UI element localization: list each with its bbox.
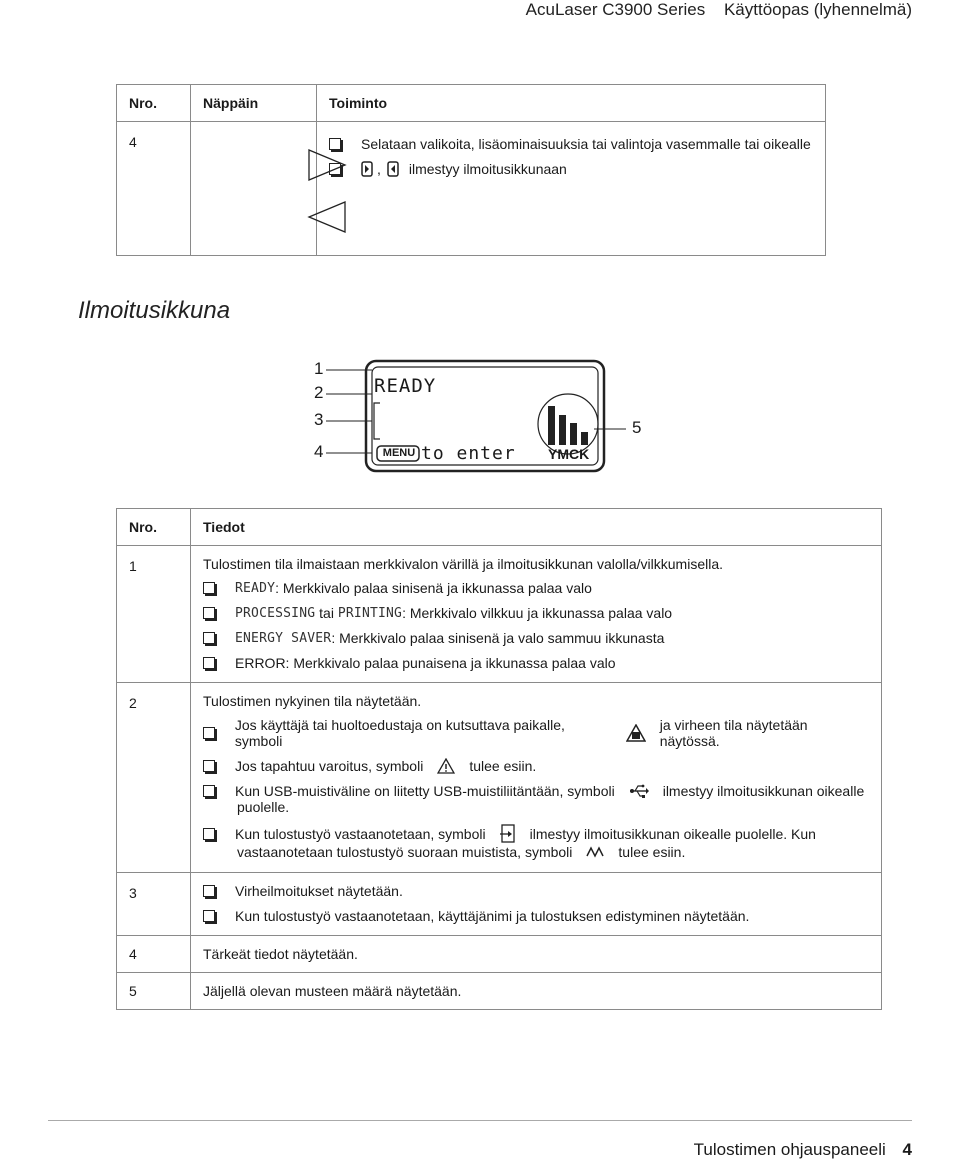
- page-number: 4: [902, 1140, 912, 1159]
- callout-3: 3: [314, 410, 324, 429]
- warning-icon: [437, 758, 455, 774]
- info-cell: Jäljellä olevan musteen määrä näytetään.: [191, 973, 882, 1010]
- row-nro: 2: [117, 683, 191, 873]
- list-item: READY : Merkkivalo palaa sinisenä ja ikkunassa palaa valo: [203, 580, 869, 596]
- list-item: Jos tapahtuu varoitus, symboli tulee esiin.: [203, 758, 869, 774]
- triangle-left-icon: [309, 202, 345, 232]
- print-job-icon: [500, 824, 516, 844]
- callout-1: 1: [314, 359, 324, 378]
- row-nro: 4: [117, 122, 191, 256]
- ink-level-bars: [548, 406, 588, 445]
- ink-bar-k: [581, 432, 588, 445]
- checkbox-icon: [203, 657, 215, 669]
- callout-2: 2: [314, 383, 324, 402]
- ink-bar-m: [559, 415, 566, 445]
- checkbox-icon: [203, 760, 215, 772]
- triangle-right-icon: [309, 150, 345, 180]
- list-item: ERROR: Merkkivalo palaa punaisena ja ikkunassa palaa valo: [203, 655, 869, 671]
- checkbox-icon: [203, 727, 215, 739]
- memory-job-icon: [586, 845, 604, 859]
- list-item: Virheilmoitukset näytetään.: [203, 883, 869, 899]
- info-cell: Tulostimen tila ilmaistaan merkkivalon värillä ja ilmoitusikkunan valolla/vilkkumisella. READY : Merkkivalo palaa sinisenä ja ikkunassa palaa valo PROCESSING tai PRINTING : Merkkivalo vilkkuu ja ikkunassa palaa valo ENERGY SAVER : Merkkivalo palaa sinisenä ja valo sammuu ikkunasta ERROR: Merkkivalo palaa punaisena ja ikkunassa palaa valo: [191, 546, 882, 683]
- usb-icon: [629, 784, 649, 798]
- page-header: [512, 0, 912, 20]
- product-name: AcuLaser C3900 Series: [525, 0, 706, 19]
- row-nro: 1: [117, 546, 191, 683]
- menu-key-label: MENU: [382, 447, 416, 459]
- page-footer: [694, 1140, 912, 1160]
- arrow-keys: [301, 146, 361, 256]
- ink-bar-c: [570, 423, 577, 445]
- ink-label: YMCK: [548, 446, 590, 462]
- list-item: PROCESSING tai PRINTING : Merkkivalo vilkkuu ja ikkunassa palaa valo: [203, 605, 869, 621]
- checkbox-icon: [203, 885, 215, 897]
- list-item: Kun USB-muistiväline on liitetty USB-muistiliitäntään, symboli ilmestyy ilmoitusikkunan oikealle: [203, 783, 869, 799]
- footer-section: Tulostimen ohjauspaneeli: [693, 1140, 886, 1159]
- info-table: [116, 508, 882, 1010]
- callout-5: 5: [632, 418, 642, 437]
- key-cell: [191, 122, 317, 256]
- info-cell: Tulostimen nykyinen tila näytetään. Jos käyttäjä tai huoltoedustaja on kutsuttava paikalle, symboli ja virheen tila näytetään näytössä. Jos tapahtuu varoitus, symboli tulee esiin. Kun USB-muistiväline on liitetty USB-muistiliitäntään, symboli ilmestyy ilmoitusikkunan oikealle puolelle. Kun tulostustyö vastaanotetaan, symboli ilmestyy ilmoitusikkunan oikealle puolelle. Kun vastaanotetaan tulostustyö suoraan muistista, symboli tulee esiin.: [191, 683, 882, 873]
- footer-divider: [48, 1120, 912, 1121]
- info-cell: Tärkeät tiedot näytetään.: [191, 936, 882, 973]
- section-title: Ilmoitusikkuna: [78, 297, 231, 324]
- col-nro: Nro.: [117, 85, 191, 122]
- list-item: Kun tulostustyö vastaanotetaan, symboli ilmestyy ilmoitusikkunan oikealle puolelle. Kun: [203, 824, 869, 844]
- scroll-right-icon: [361, 161, 373, 177]
- checkbox-icon: [203, 910, 215, 922]
- list-item: , ilmestyy ilmoitusikkunaan: [329, 161, 813, 177]
- col-function: Toiminto: [317, 85, 826, 122]
- row-nro: 5: [117, 973, 191, 1010]
- key-table: [116, 84, 826, 256]
- info-cell: [191, 873, 882, 936]
- checkbox-icon: [203, 828, 215, 840]
- checkbox-icon: [203, 582, 215, 594]
- checkbox-icon: [203, 632, 215, 644]
- function-cell: [317, 122, 826, 256]
- checkbox-icon: [203, 785, 215, 797]
- list-item: Selataan valikoita, lisäominaisuuksia tai valintoja vasemmalle tai oikealle: [329, 136, 813, 152]
- call-service-icon: [626, 724, 646, 742]
- lcd-line-4: to enter: [421, 443, 516, 464]
- lcd-line-1: READY: [374, 375, 437, 397]
- col-key: Näppäin: [191, 85, 317, 122]
- scroll-left-icon: [387, 161, 399, 177]
- list-item: Kun tulostustyö vastaanotetaan, käyttäjänimi ja tulostuksen edistyminen näytetään.: [203, 908, 869, 924]
- row-nro: 3: [117, 873, 191, 936]
- list-item: ENERGY SAVER : Merkkivalo palaa sinisenä ja valo sammuu ikkunasta: [203, 630, 869, 646]
- list-item: Jos käyttäjä tai huoltoedustaja on kutsuttava paikalle, symboli ja virheen tila näytetään näytössä.: [203, 717, 869, 749]
- callout-4: 4: [314, 442, 324, 461]
- col-nro: Nro.: [117, 509, 191, 546]
- ink-bar-y: [548, 406, 555, 445]
- document-name: Käyttöopas (lyhennelmä): [723, 0, 912, 19]
- col-info: Tiedot: [191, 509, 882, 546]
- lcd-panel-illustration: [300, 355, 660, 480]
- checkbox-icon: [203, 607, 215, 619]
- row-nro: 4: [117, 936, 191, 973]
